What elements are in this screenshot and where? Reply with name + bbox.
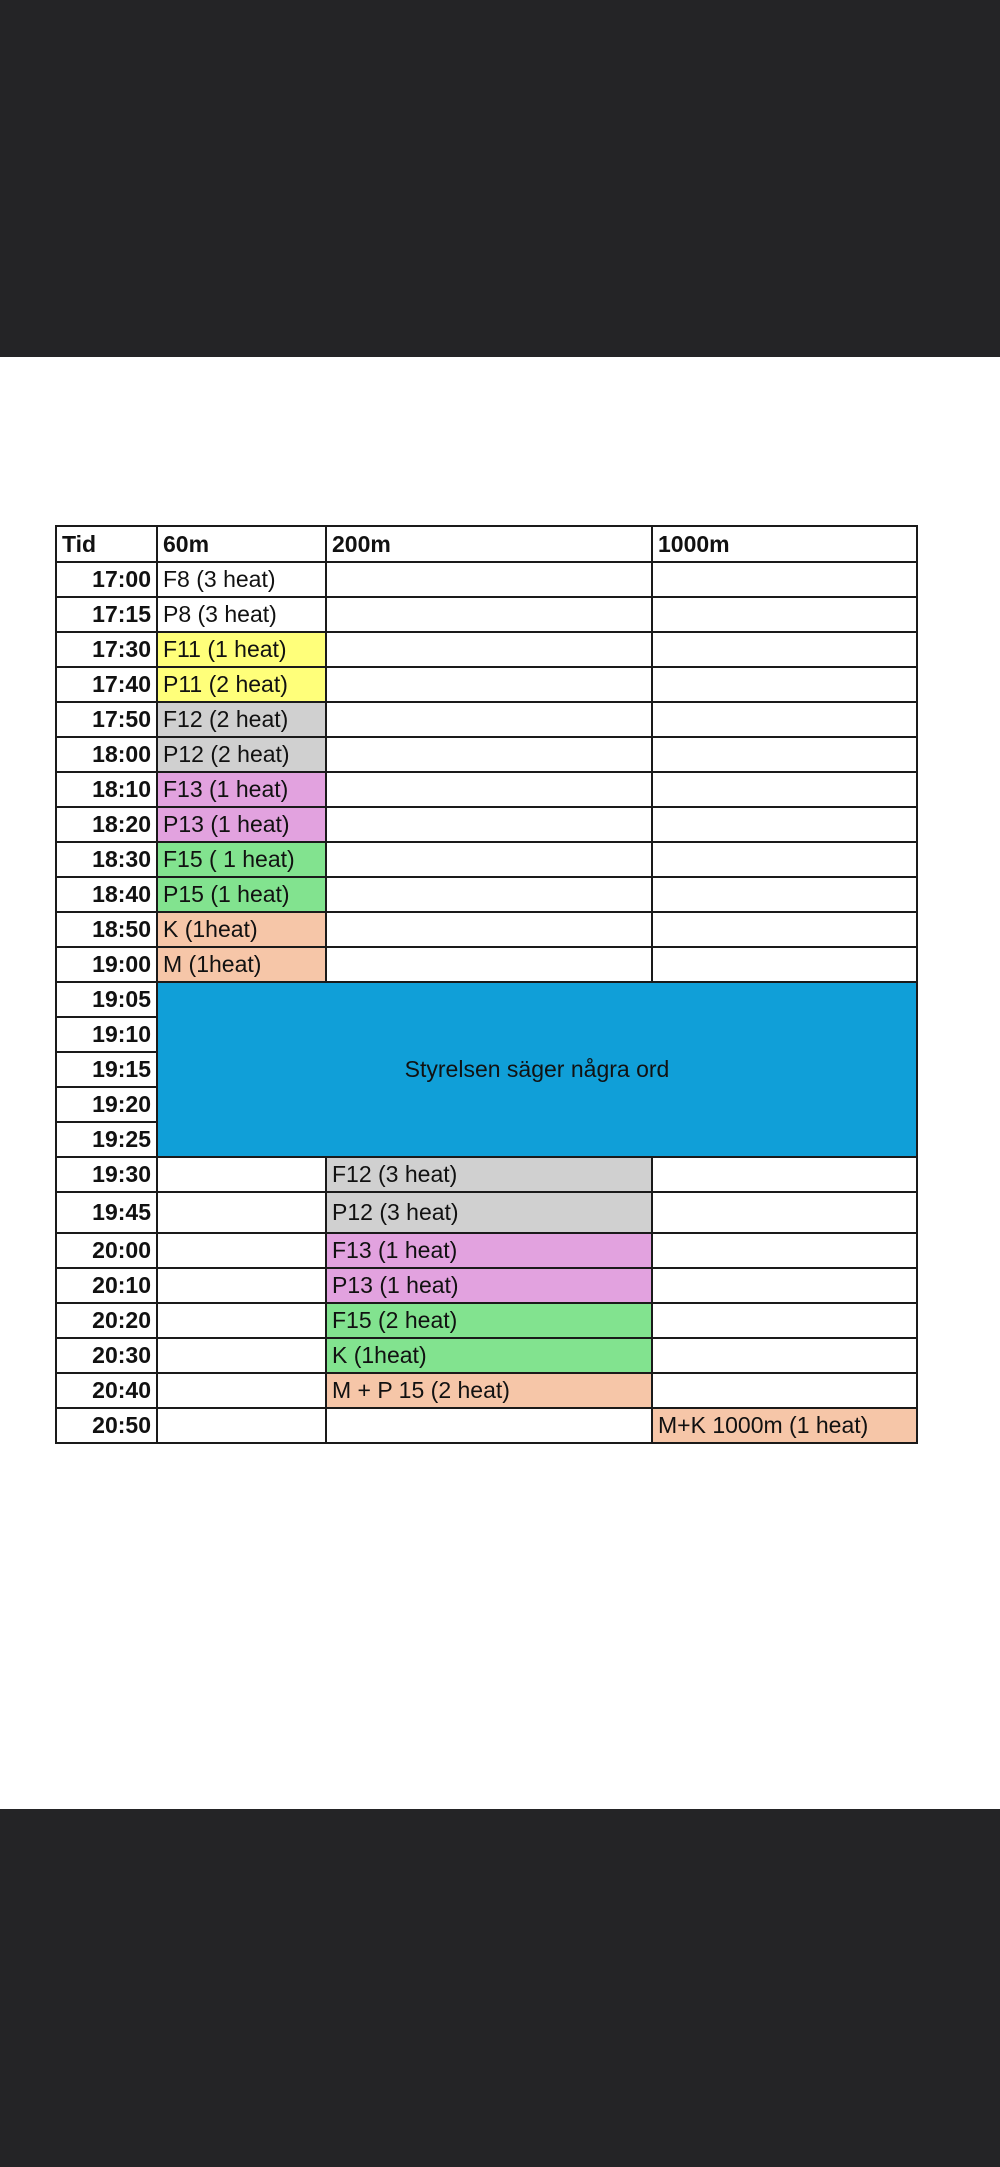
event-60m: M (1heat) bbox=[157, 947, 326, 982]
time-cell: 20:50 bbox=[56, 1408, 157, 1443]
event-1000m bbox=[652, 912, 917, 947]
table-row bbox=[56, 1268, 917, 1303]
event-1000m bbox=[652, 632, 917, 667]
time-cell: 17:30 bbox=[56, 632, 157, 667]
event-60m bbox=[157, 1192, 326, 1233]
time-cell: 18:40 bbox=[56, 877, 157, 912]
time-cell: 20:30 bbox=[56, 1338, 157, 1373]
event-200m bbox=[326, 807, 652, 842]
time-cell: 19:00 bbox=[56, 947, 157, 982]
event-60m bbox=[157, 1233, 326, 1268]
table-row bbox=[56, 562, 917, 597]
time-cell: 17:40 bbox=[56, 667, 157, 702]
table-row bbox=[56, 1373, 917, 1408]
event-1000m bbox=[652, 1268, 917, 1303]
table-row bbox=[56, 842, 917, 877]
time-cell: 20:20 bbox=[56, 1303, 157, 1338]
table-row bbox=[56, 1192, 917, 1233]
event-1000m bbox=[652, 667, 917, 702]
header-60m: 60m bbox=[157, 526, 326, 562]
event-60m: F8 (3 heat) bbox=[157, 562, 326, 597]
event-60m bbox=[157, 1268, 326, 1303]
event-60m bbox=[157, 1338, 326, 1373]
event-200m: P12 (3 heat) bbox=[326, 1192, 652, 1233]
event-60m: K (1heat) bbox=[157, 912, 326, 947]
event-1000m bbox=[652, 772, 917, 807]
header-time: Tid bbox=[56, 526, 157, 562]
table-row bbox=[56, 632, 917, 667]
time-cell: 20:00 bbox=[56, 1233, 157, 1268]
bottom-letterbox bbox=[0, 1809, 1000, 2167]
event-60m: P12 (2 heat) bbox=[157, 737, 326, 772]
event-200m bbox=[326, 947, 652, 982]
time-cell: 18:00 bbox=[56, 737, 157, 772]
time-cell: 19:10 bbox=[56, 1017, 157, 1052]
time-cell: 19:30 bbox=[56, 1157, 157, 1192]
table-row bbox=[56, 912, 917, 947]
event-1000m bbox=[652, 702, 917, 737]
time-cell: 19:20 bbox=[56, 1087, 157, 1122]
event-200m bbox=[326, 632, 652, 667]
table-row bbox=[56, 807, 917, 842]
table-row bbox=[56, 1303, 917, 1338]
table-row bbox=[56, 772, 917, 807]
event-60m bbox=[157, 1408, 326, 1443]
event-200m: K (1heat) bbox=[326, 1338, 652, 1373]
table-row bbox=[56, 597, 917, 632]
break-banner: Styrelsen säger några ord bbox=[157, 982, 917, 1157]
header-row bbox=[56, 526, 917, 562]
event-60m bbox=[157, 1157, 326, 1192]
event-200m: F13 (1 heat) bbox=[326, 1233, 652, 1268]
table-row bbox=[56, 667, 917, 702]
event-200m: F15 (2 heat) bbox=[326, 1303, 652, 1338]
event-200m bbox=[326, 912, 652, 947]
event-200m bbox=[326, 667, 652, 702]
time-cell: 17:15 bbox=[56, 597, 157, 632]
event-1000m bbox=[652, 562, 917, 597]
event-200m: F12 (3 heat) bbox=[326, 1157, 652, 1192]
event-1000m bbox=[652, 1303, 917, 1338]
event-1000m bbox=[652, 807, 917, 842]
event-200m: M + P 15 (2 heat) bbox=[326, 1373, 652, 1408]
table-row bbox=[56, 982, 917, 1017]
event-1000m: M+K 1000m (1 heat) bbox=[652, 1408, 917, 1443]
event-1000m bbox=[652, 737, 917, 772]
time-cell: 19:15 bbox=[56, 1052, 157, 1087]
event-1000m bbox=[652, 597, 917, 632]
event-200m bbox=[326, 842, 652, 877]
time-cell: 20:10 bbox=[56, 1268, 157, 1303]
event-60m: P13 (1 heat) bbox=[157, 807, 326, 842]
event-200m bbox=[326, 702, 652, 737]
event-60m: F12 (2 heat) bbox=[157, 702, 326, 737]
time-cell: 19:45 bbox=[56, 1192, 157, 1233]
table-row bbox=[56, 1338, 917, 1373]
time-cell: 20:40 bbox=[56, 1373, 157, 1408]
event-200m bbox=[326, 597, 652, 632]
event-60m: P15 (1 heat) bbox=[157, 877, 326, 912]
table-row bbox=[56, 1233, 917, 1268]
event-60m: F11 (1 heat) bbox=[157, 632, 326, 667]
event-1000m bbox=[652, 842, 917, 877]
time-cell: 18:30 bbox=[56, 842, 157, 877]
time-cell: 17:00 bbox=[56, 562, 157, 597]
event-200m bbox=[326, 1408, 652, 1443]
table-row bbox=[56, 1408, 917, 1443]
time-cell: 17:50 bbox=[56, 702, 157, 737]
time-cell: 19:25 bbox=[56, 1122, 157, 1157]
top-letterbox bbox=[0, 0, 1000, 357]
event-200m bbox=[326, 737, 652, 772]
event-60m: P8 (3 heat) bbox=[157, 597, 326, 632]
event-200m bbox=[326, 877, 652, 912]
event-1000m bbox=[652, 1338, 917, 1373]
event-1000m bbox=[652, 947, 917, 982]
table-row bbox=[56, 737, 917, 772]
event-1000m bbox=[652, 1233, 917, 1268]
event-200m bbox=[326, 772, 652, 807]
event-60m: P11 (2 heat) bbox=[157, 667, 326, 702]
time-cell: 19:05 bbox=[56, 982, 157, 1017]
table-row bbox=[56, 702, 917, 737]
header-1000m: 1000m bbox=[652, 526, 917, 562]
time-cell: 18:10 bbox=[56, 772, 157, 807]
event-1000m bbox=[652, 877, 917, 912]
schedule-table bbox=[55, 525, 918, 1444]
event-60m: F13 (1 heat) bbox=[157, 772, 326, 807]
event-60m bbox=[157, 1373, 326, 1408]
table-row bbox=[56, 877, 917, 912]
table-row bbox=[56, 1157, 917, 1192]
event-1000m bbox=[652, 1192, 917, 1233]
time-cell: 18:50 bbox=[56, 912, 157, 947]
event-1000m bbox=[652, 1157, 917, 1192]
event-60m bbox=[157, 1303, 326, 1338]
event-60m: F15 ( 1 heat) bbox=[157, 842, 326, 877]
time-cell: 18:20 bbox=[56, 807, 157, 842]
event-200m: P13 (1 heat) bbox=[326, 1268, 652, 1303]
table-row bbox=[56, 947, 917, 982]
header-200m: 200m bbox=[326, 526, 652, 562]
event-1000m bbox=[652, 1373, 917, 1408]
event-200m bbox=[326, 562, 652, 597]
